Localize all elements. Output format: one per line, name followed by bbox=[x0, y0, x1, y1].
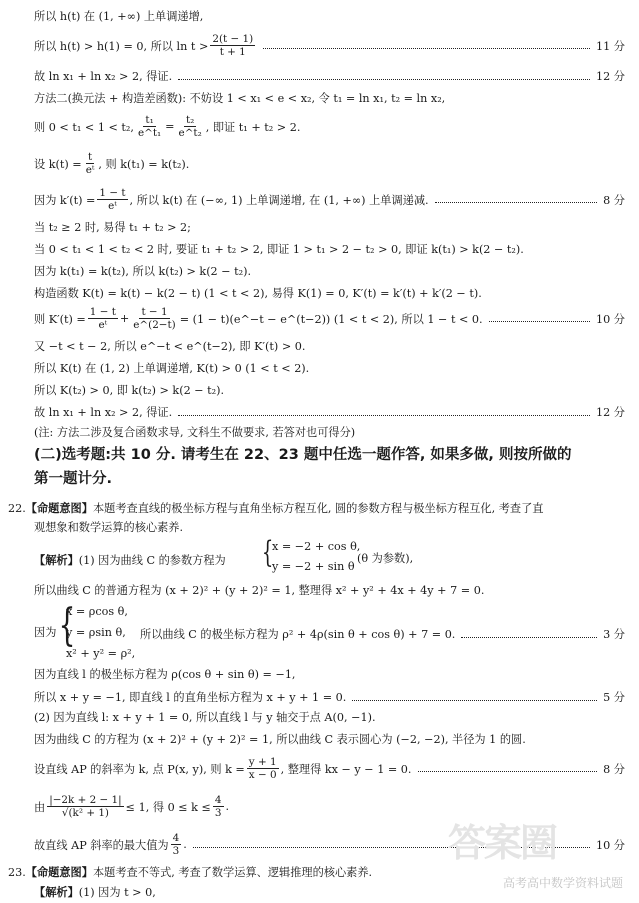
fraction bbox=[131, 306, 177, 331]
text-line-scored bbox=[34, 68, 625, 84]
text-segment: 所以 h(t) > h(1) = 0, 所以 ln t > bbox=[34, 39, 209, 53]
note-line: (注: 方法二涉及复合函数求导, 文科生不做要求, 若答对也可得分) bbox=[34, 426, 356, 439]
text-segment: . bbox=[183, 838, 187, 851]
intent-tag: 【命题意图】 bbox=[25, 502, 93, 515]
text-line: 因为曲线 C 的方程为 (x + 2)² + (y + 2)² = 1, 所以曲线 C 表示圆心为 (−2, −2), 半径为 1 的圆. bbox=[34, 733, 526, 746]
text-segment: 则 K′(t) = bbox=[34, 312, 86, 326]
denominator: 3 bbox=[172, 845, 180, 857]
leader-dots bbox=[178, 79, 590, 80]
text-line: 方法二(换元法 + 构造差函数): 不妨设 1 < x₁ < e < x₂, 令 t₁ = ln x₁, t₂ = ln x₂, bbox=[34, 92, 446, 105]
watermark-logo: 答案圈 bbox=[448, 820, 557, 865]
text-segment: 本题考查不等式, 考查了数学运算、逻辑推理的核心素养. bbox=[92, 866, 373, 879]
question-number: 23. bbox=[8, 865, 26, 879]
text-line: 因为 k(t₁) = k(t₂), 所以 k(t₂) > k(2 − t₂). bbox=[34, 265, 252, 278]
text-segment: ≤ 1, 得 0 ≤ k ≤ bbox=[125, 800, 211, 814]
text-segment: 设直线 AP 的斜率为 k, 点 P(x, y), 则 k = bbox=[34, 762, 245, 776]
text-segment: , 整理得 kx − y − 1 = 0. bbox=[280, 762, 412, 776]
text-segment: = (1 − t)(e^−t − e^(t−2)) (1 < t < 2), 所以 1 − t < 0. bbox=[179, 312, 483, 326]
text-segment: , 即证 t₁ + t₂ > 2. bbox=[205, 120, 301, 134]
fraction bbox=[88, 306, 118, 331]
fraction bbox=[177, 114, 204, 139]
denominator: eᵗ bbox=[85, 164, 95, 176]
score-label: 5 分 bbox=[603, 691, 625, 704]
text-segment: , 则 k(t₁) = k(t₂). bbox=[98, 157, 190, 171]
numerator: t₂ bbox=[185, 114, 195, 126]
text-segment: 所以曲线 C 的极坐标方程为 ρ² + 4ρ(sin θ + cos θ) + 7 = 0. bbox=[140, 628, 456, 641]
denominator: √(k² + 1) bbox=[61, 807, 109, 819]
watermark bbox=[503, 874, 623, 891]
text-segment: 故 ln x₁ + ln x₂ > 2, 得证. bbox=[34, 406, 173, 419]
fraction bbox=[213, 794, 224, 819]
fraction bbox=[47, 794, 123, 819]
brace-icon: { bbox=[261, 535, 274, 570]
fraction bbox=[247, 756, 279, 781]
numerator: 1 − t bbox=[89, 306, 116, 318]
score-label: 10 分 bbox=[596, 312, 625, 326]
numerator: y + 1 bbox=[248, 756, 277, 768]
leader-dots bbox=[435, 202, 598, 203]
fraction bbox=[210, 33, 255, 58]
section-title: (二)选考题:共 10 分. 请考生在 22、23 题中任选一题作答, 如果多做, 则按所做的 bbox=[34, 447, 572, 463]
denominator: e^t₁ bbox=[137, 127, 162, 139]
solution-line bbox=[34, 884, 156, 900]
text-segment: 故 ln x₁ + ln x₂ > 2, 得证. bbox=[34, 70, 173, 83]
text-line: 所以 h(t) 在 (1, +∞) 上单调递增, bbox=[34, 10, 204, 23]
system-eq: x = −2 + cos θ, bbox=[272, 540, 361, 553]
text-line-scored bbox=[34, 404, 625, 420]
text-line bbox=[34, 114, 300, 139]
system-eq: x² + y² = ρ², bbox=[66, 647, 136, 660]
text-segment: (1) 因为 t > 0, bbox=[78, 886, 156, 899]
text-line: 所以曲线 C 的普通方程为 (x + 2)² + (y + 2)² = 1, 整理得 x² + y² + 4x + 4y + 7 = 0. bbox=[34, 584, 485, 597]
leader-dots bbox=[489, 321, 590, 322]
score-label: 8 分 bbox=[603, 762, 625, 776]
text-line: 观想象和数学运算的核心素养. bbox=[34, 521, 183, 534]
text-segment: (θ 为参数), bbox=[357, 552, 414, 565]
fraction bbox=[171, 832, 182, 857]
denominator: 3 bbox=[214, 807, 222, 819]
text-line: 构造函数 K(t) = k(t) − k(2 − t) (1 < t < 2), 易得 K(1) = 0, K′(t) = k′(t) + k′(2 − t). bbox=[34, 287, 482, 300]
text-line bbox=[34, 151, 189, 176]
text-line-scored bbox=[140, 626, 625, 642]
system-eq: x = ρcos θ, bbox=[66, 605, 128, 618]
solution-tag: 【解析】 bbox=[34, 886, 79, 899]
text-line-scored bbox=[34, 187, 625, 212]
text-segment: 因为 k′(t) = bbox=[34, 193, 96, 207]
numerator: 4 bbox=[172, 832, 180, 844]
text-segment: 因为 bbox=[34, 626, 57, 639]
section-title-cont: 第一题计分. bbox=[34, 471, 113, 487]
numerator: t − 1 bbox=[141, 306, 168, 318]
numerator: |−2k + 2 − 1| bbox=[49, 794, 122, 806]
question-number: 22. bbox=[8, 501, 26, 515]
denominator: x − 0 bbox=[248, 769, 277, 781]
text-line: 所以 K(t₂) > 0, 即 k(t₂) > k(2 − t₂). bbox=[34, 384, 225, 397]
score-label: 11 分 bbox=[596, 39, 625, 53]
watermark-text: 高考高中数学资料试题 bbox=[502, 876, 623, 890]
text-segment: . bbox=[225, 800, 230, 813]
numerator: 2(t − 1) bbox=[212, 33, 254, 45]
solution-line bbox=[34, 552, 226, 568]
text-line bbox=[34, 794, 229, 819]
score-label: 10 分 bbox=[596, 838, 625, 852]
leader-dots bbox=[352, 700, 597, 701]
question-header bbox=[8, 500, 543, 516]
text-segment: = bbox=[165, 120, 175, 133]
text-line-scored bbox=[34, 33, 625, 58]
score-label: 8 分 bbox=[603, 193, 625, 207]
text-line-scored bbox=[34, 756, 625, 781]
denominator: eᵗ bbox=[98, 319, 108, 331]
text-segment: 设 k(t) = bbox=[34, 157, 82, 171]
score-label: 12 分 bbox=[596, 70, 625, 83]
brace-icon: { bbox=[58, 600, 76, 651]
fraction bbox=[84, 151, 97, 176]
fraction bbox=[136, 114, 163, 139]
numerator: t bbox=[87, 151, 93, 163]
numerator: 4 bbox=[214, 794, 222, 806]
leader-dots bbox=[178, 415, 590, 416]
leader-dots bbox=[461, 637, 597, 638]
system-eq: y = −2 + sin θ bbox=[272, 560, 355, 573]
text-segment: 本题考查直线的极坐标方程与直角坐标方程互化, 圆的参数方程与极坐标方程互化, 考查了直 bbox=[92, 502, 544, 515]
leader-dots bbox=[418, 771, 598, 772]
score-label: 12 分 bbox=[596, 406, 625, 419]
text-segment: 由 bbox=[34, 800, 46, 814]
text-segment: 则 0 < t₁ < 1 < t₂, bbox=[34, 120, 134, 134]
solution-tag: 【解析】 bbox=[34, 554, 79, 567]
text-segment: (1) 因为曲线 C 的参数方程为 bbox=[78, 554, 226, 567]
text-segment: + bbox=[119, 312, 130, 325]
numerator: 1 − t bbox=[99, 187, 126, 199]
text-line: 当 0 < t₁ < 1 < t₂ < 2 时, 要证 t₁ + t₂ > 2, 即证 1 > t₁ > 2 − t₂ > 0, 即证 k(t₁) > k(2 − t₂). bbox=[34, 243, 524, 256]
fraction bbox=[97, 187, 127, 212]
text-line: 当 t₂ ≥ 2 时, 易得 t₁ + t₂ > 2; bbox=[34, 221, 191, 234]
text-segment: 故直线 AP 斜率的最大值为 bbox=[34, 838, 169, 852]
denominator: t + 1 bbox=[219, 46, 246, 58]
text-segment: , 所以 k(t) 在 (−∞, 1) 上单调递增, 在 (1, +∞) 上单调递减. bbox=[129, 193, 429, 207]
numerator: t₁ bbox=[145, 114, 154, 126]
denominator: e^t₂ bbox=[178, 127, 202, 139]
question-header bbox=[8, 864, 372, 880]
denominator: eᵗ bbox=[108, 200, 117, 212]
score-label: 3 分 bbox=[603, 628, 625, 641]
text-line-scored bbox=[34, 689, 625, 705]
text-line: 所以 K(t) 在 (1, 2) 上单调递增, K(t) > 0 (1 < t < 2). bbox=[34, 362, 310, 375]
system-eq: y = ρsin θ, bbox=[66, 626, 126, 639]
denominator: e^(2−t) bbox=[133, 319, 176, 331]
text-line: 因为直线 l 的极坐标方程为 ρ(cos θ + sin θ) = −1, bbox=[34, 668, 296, 681]
intent-tag: 【命题意图】 bbox=[25, 866, 93, 879]
text-segment: 所以 x + y = −1, 即直线 l 的直角坐标方程为 x + y + 1 = 0. bbox=[34, 691, 347, 704]
leader-dots bbox=[263, 48, 590, 49]
text-line: 又 −t < t − 2, 所以 e^−t < e^(t−2), 即 K′(t) > 0. bbox=[34, 340, 306, 353]
text-line: (2) 因为直线 l: x + y + 1 = 0, 所以直线 l 与 y 轴交于点 A(0, −1). bbox=[34, 711, 376, 724]
text-line-scored bbox=[34, 306, 625, 331]
